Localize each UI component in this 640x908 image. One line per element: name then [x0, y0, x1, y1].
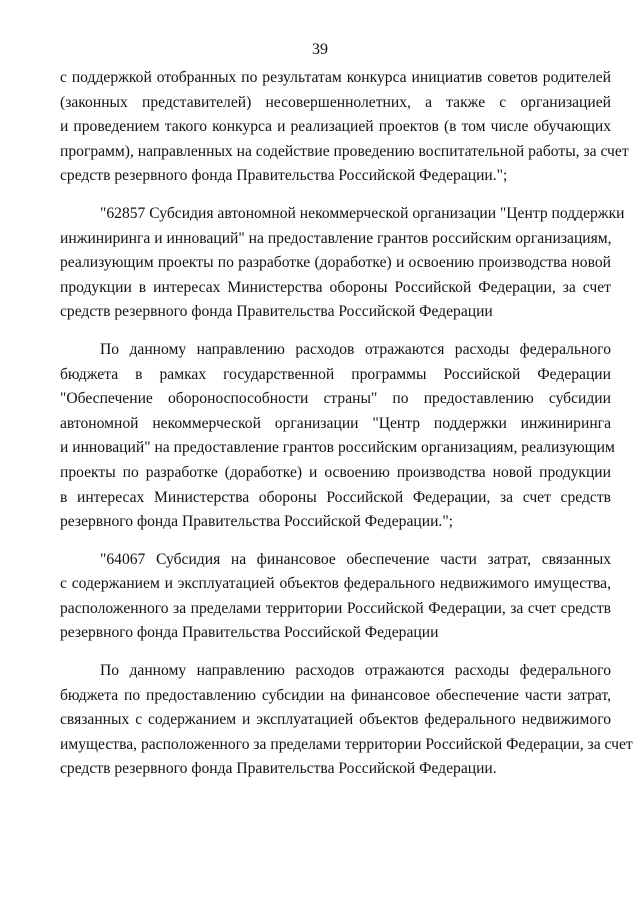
paragraph-3 [60, 338, 615, 535]
paragraph-1 [60, 66, 629, 189]
text-line: средств резервного фонда Правительства Российской Федерации [60, 303, 493, 321]
text-line: и проведением такого конкурса и реализацией проектов (в том числе обучающих [60, 118, 611, 136]
text-line: связанных с содержанием и эксплуатацией объектов федерального недвижимого [60, 711, 611, 729]
text-line: "64067 Субсидия на финансовое обеспечение части затрат, связанных [100, 550, 611, 568]
text-line: По данному направлению расходов отражаются расходы федерального [100, 662, 611, 680]
text-line: (законных представителей) несовершеннолетних, а также с организацией [60, 93, 611, 111]
text-line: автономной некоммерческой организации "Центр поддержки инжиниринга [60, 414, 611, 432]
text-line: проекты по разработке (доработке) и освоению производства новой продукции [60, 463, 611, 481]
text-line: средств резервного фонда Правительства Российской Федерации. [60, 760, 497, 778]
text-line: бюджета в рамках государственной программы Российской Федерации [60, 365, 611, 383]
paragraph-5 [60, 659, 633, 782]
paragraph-4 [60, 548, 611, 646]
text-line: с содержанием и эксплуатацией объектов федерального недвижимого имущества, [60, 575, 611, 593]
text-line: продукции в интересах Министерства обороны Российской Федерации, за счет [60, 278, 611, 296]
paragraph-2 [60, 202, 625, 325]
text-line: в интересах Министерства обороны Российской Федерации, за счет средств [60, 488, 611, 506]
text-line: и инноваций" на предоставление грантов российским организациям, реализующим [60, 439, 615, 457]
text-line: с поддержкой отобранных по результатам конкурса инициатив советов родителей [60, 69, 611, 86]
text-line: "Обеспечение обороноспособности страны" по предоставлению субсидии [60, 390, 611, 408]
text-line: бюджета по предоставлению субсидии на финансовое обеспечение части затрат, [60, 686, 611, 704]
page-number: 39 [312, 41, 328, 58]
text-line: резервного фонда Правительства Российской Федерации [60, 624, 439, 642]
text-line: "62857 Субсидия автономной некоммерческой организации "Центр поддержки [100, 204, 625, 222]
text-line: реализующим проекты по разработке (доработке) и освоению производства новой [60, 254, 611, 272]
text-line: программ), направленных на содействие проведению воспитательной работы, за счет [60, 142, 629, 160]
text-line: имущества, расположенного за пределами территории Российской Федерации, за счет [60, 735, 633, 753]
document-body [60, 66, 633, 795]
text-line: инжиниринга и инноваций" на предоставление грантов российским организациям, [60, 229, 612, 247]
text-line: По данному направлению расходов отражаются расходы федерального [100, 340, 611, 358]
text-line: расположенного за пределами территории Российской Федерации, за счет средств [60, 599, 611, 617]
text-line: резервного фонда Правительства Российской Федерации."; [60, 513, 454, 531]
text-line: средств резервного фонда Правительства Российской Федерации."; [60, 167, 508, 185]
